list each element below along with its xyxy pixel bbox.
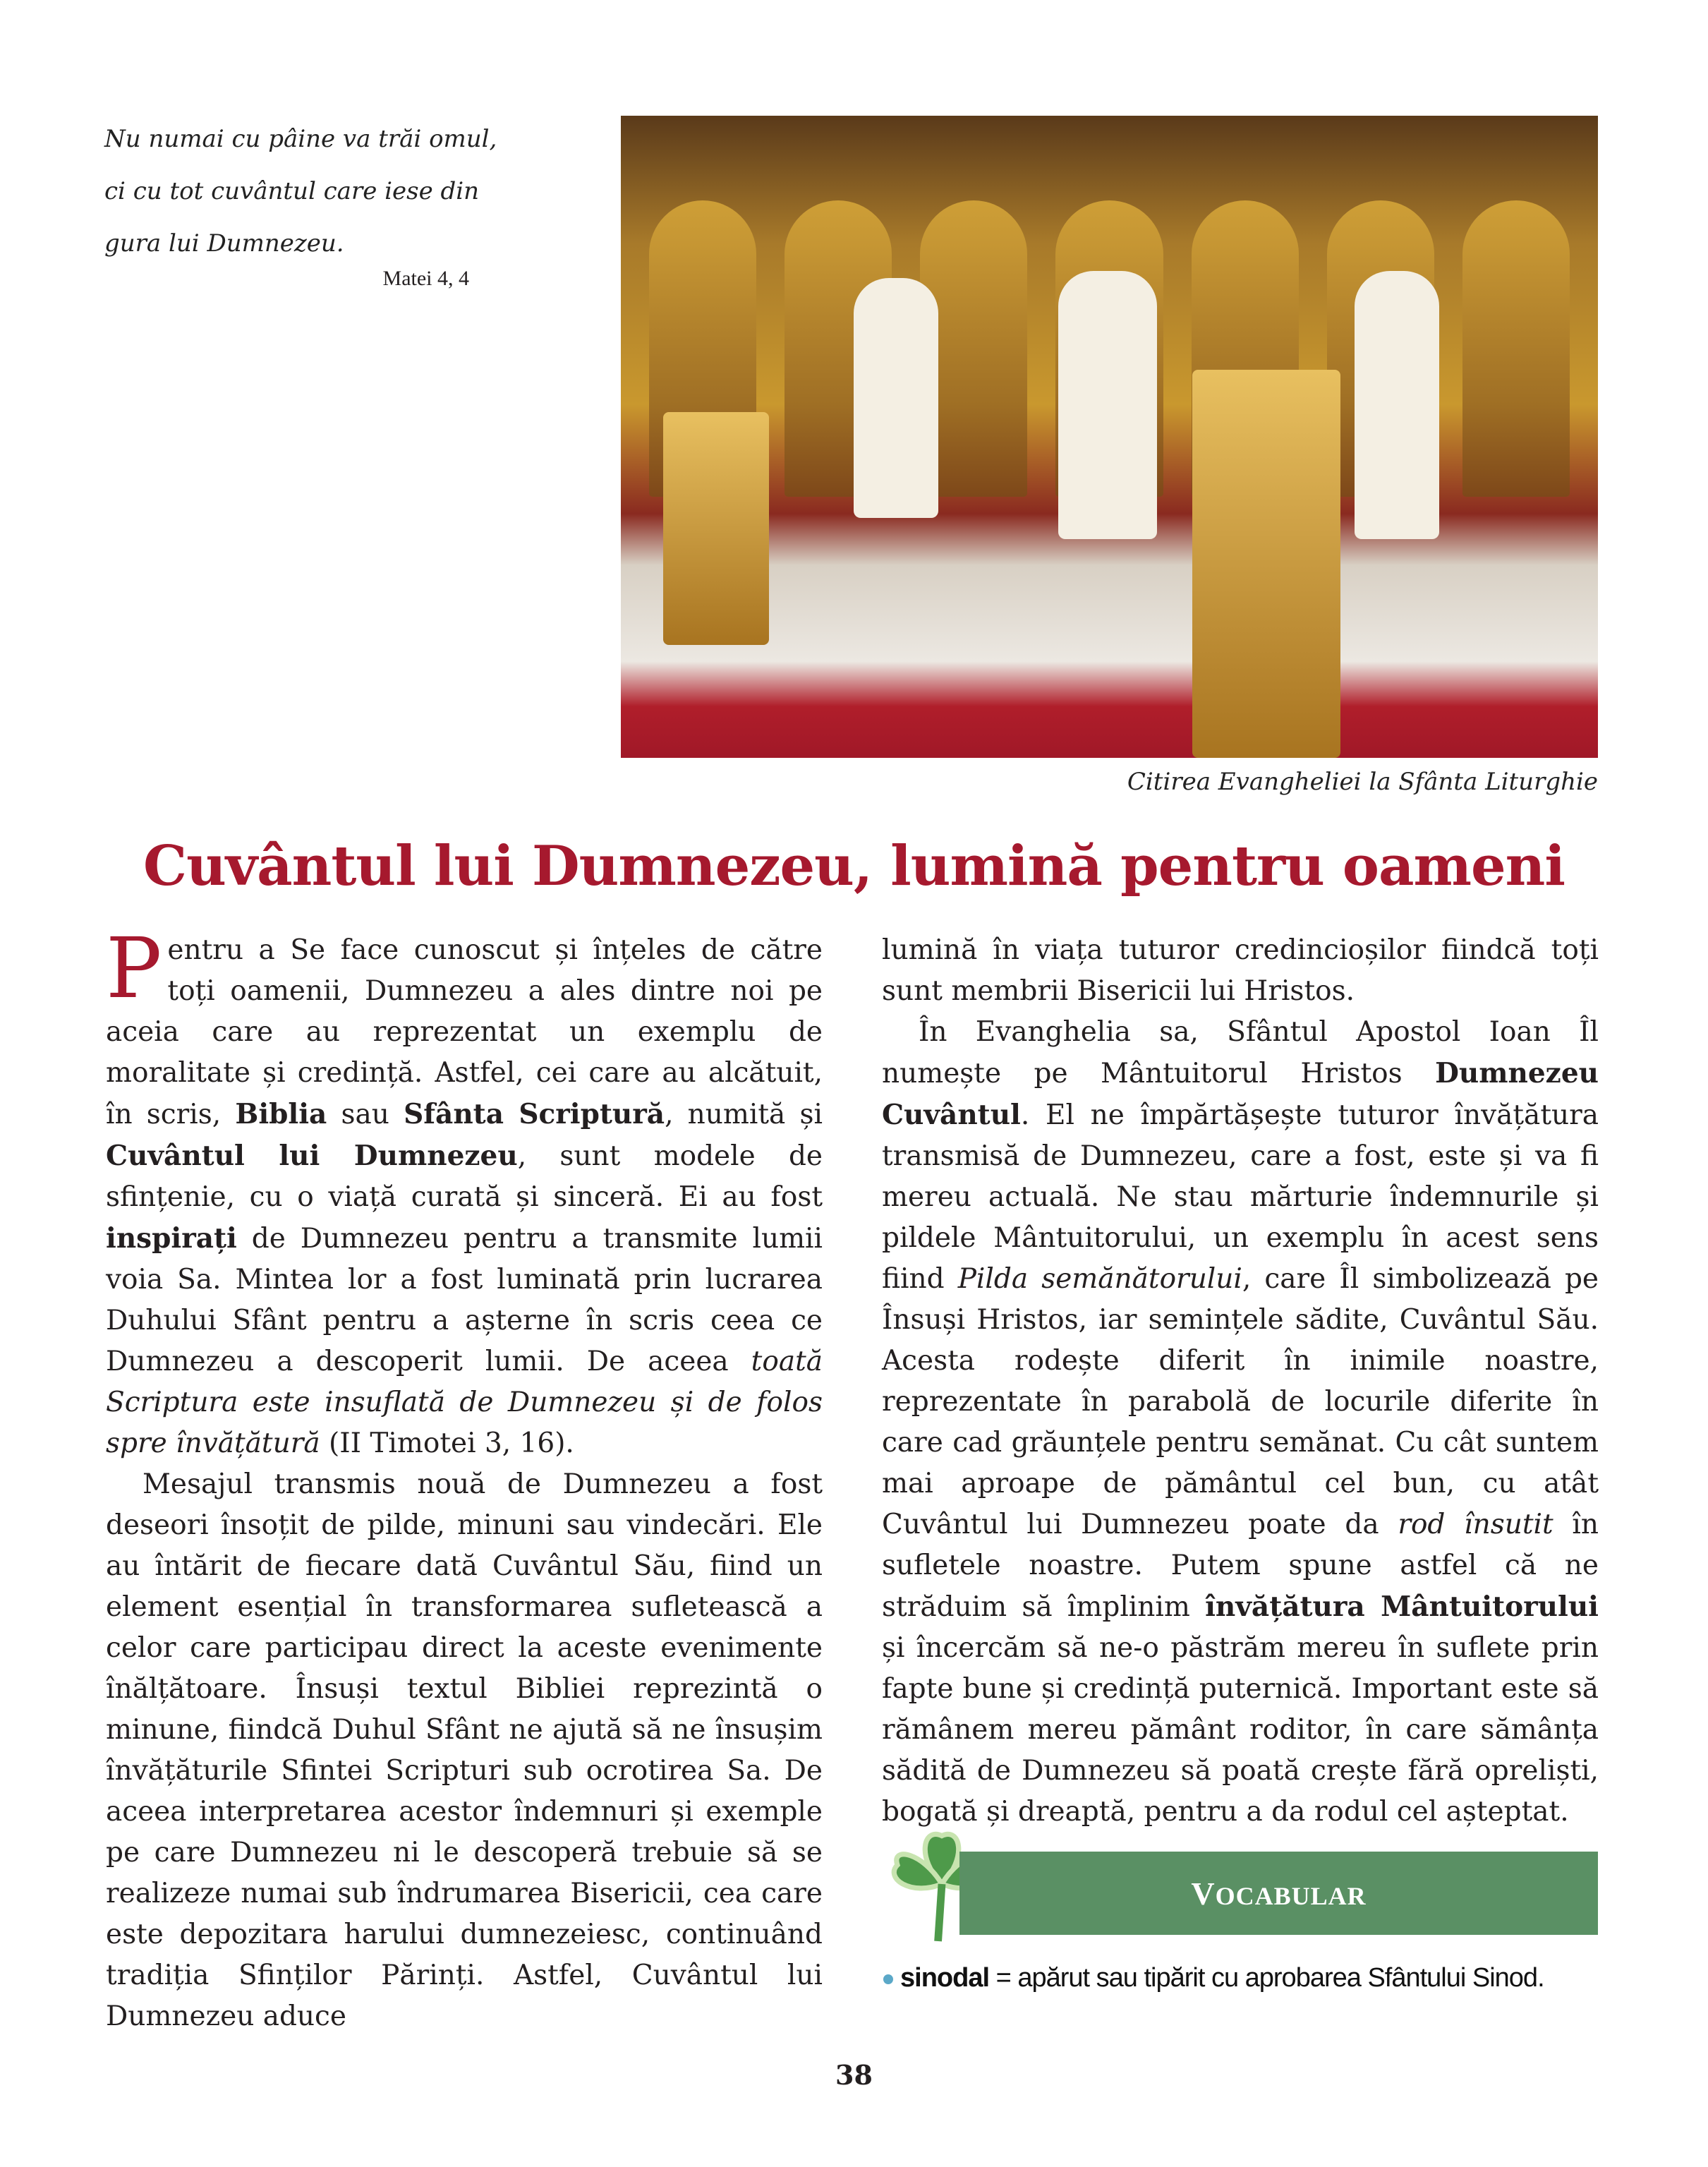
text-run: lumină în viața tuturor credincioșilor fiindcă toți sunt membrii Bisericii lui Hristos. (882, 934, 1599, 1007)
vocabulary-definition: = apărut sau tipărit cu aprobarea Sfântului Sinod. (989, 1963, 1544, 1993)
paragraph (882, 1012, 1599, 1833)
priest-figure (854, 278, 938, 518)
vocabulary-item (883, 1963, 1544, 1993)
left-lectern (663, 412, 769, 645)
vocabulary-title-rest: OCABULAR (1215, 1881, 1367, 1910)
page-title: Cuvântul lui Dumnezeu, lumină pentru oameni (143, 834, 1565, 898)
paragraph (106, 1464, 823, 2037)
liturgy-photo (621, 116, 1598, 758)
bold-term: Cuvântul lui Dumnezeu (106, 1140, 518, 1172)
vocabulary-term: sinodal (900, 1963, 990, 1993)
paragraph (106, 919, 823, 1464)
right-lectern (1192, 370, 1340, 758)
text-run: , care Îl simbolizează pe Însuși Hristos, iar semințele sădite, Cuvântul Său. Acesta rodește diferit în inimile noastre, reprezentate în parabolă de locurile diferite în care cad grăunțele pentru semănat. Cu cât suntem mai aproape de pământul cel bun, cu atât Cuvântul lui Dumnezeu poate da (882, 1263, 1599, 1540)
bold-term: Sfânta Scriptură (404, 1098, 665, 1130)
vocabulary-title (1191, 1875, 1366, 1912)
italic-phrase: rod însutit (1398, 1509, 1553, 1540)
text-run: entru a Se face cunoscut și înțeles de către toți oamenii, Dumnezeu a ales dintre noi pe aceia care au reprezentat un exemplu de moralitate și credință. Astfel, cei care au alcătuit, în scris, (106, 934, 823, 1130)
italic-phrase: toată Scriptura este insuflată de Dumnezeu și de folos spre învățătură (106, 1346, 823, 1459)
text-run: În Evanghelia sa, Sfântul Apostol Ioan Îl numește pe Mântuitorul Hristos (882, 1016, 1599, 1089)
text-run: de Dumnezeu pentru a transmite lumii voia Sa. Mintea lor a fost luminată prin lucrarea Duhului Sfânt pentru a așterne în scris ceea ce Dumnezeu a descoperit lumii. De aceea (106, 1223, 823, 1377)
text-run: în sufletele noastre. Putem spune astfel că ne străduim să împlinim (882, 1509, 1599, 1623)
text-run: sau (327, 1099, 404, 1130)
epigraph-quote (104, 113, 499, 270)
left-column (106, 919, 823, 2037)
right-column (882, 930, 1599, 1833)
paragraph (882, 930, 1599, 1012)
vocabulary-header (959, 1852, 1598, 1935)
text-run: (II Timotei 3, 16). (320, 1427, 574, 1459)
text-run: , sunt modele de sfințenie, cu o viață curată și sinceră. Ei au fost (106, 1140, 823, 1213)
bishop-figure (1058, 271, 1157, 539)
quote-line: Nu numai cu pâine va trăi omul, (104, 125, 497, 153)
bullet-icon (883, 1974, 893, 1984)
drop-cap: P (106, 919, 162, 1017)
text-run: , numită și (665, 1099, 823, 1130)
quote-reference: Matei 4, 4 (382, 267, 469, 290)
deacon-figure (1355, 271, 1439, 539)
bold-term: Dumnezeu Cuvântul (882, 1057, 1599, 1131)
text-run: Mesajul transmis nouă de Dumnezeu a fost deseori însoțit de pilde, minuni sau vindecări. Ele au întărit de fiecare dată Cuvântul Său, fiind un element esențial în transformarea sufletească a celor care participau direct la aceste evenimente înălțătoare. Însuși textul Bibliei reprezintă o minune, fiindcă Duhul Sfânt ne ajută să ne însușim învățăturile Sfintei Scripturi sub ocrotirea Sa. De aceea interpretarea acestor îndemnuri și exemple pe care Dumnezeu ni le descoperă trebuie să se realizeze numai sub îndrumarea Bisericii, cea care este depozitara harului dumnezeiesc, continuând tradiția Sfinților Părinți. Astfel, Cuvântul lui Dumnezeu aduce (106, 1468, 823, 2032)
quote-line: ci cu tot cuvântul care iese din (104, 177, 480, 205)
text-run: . El ne împărtășește tuturor învățătura transmisă de Dumnezeu, care a fost, este și va fi mereu actuală. Ne stau mărturie îndemnurile și pildele Mântuitorului, un exemplu în acest sens fiind (882, 1099, 1599, 1295)
italic-phrase: Pilda semănătorului (957, 1263, 1242, 1295)
bold-term: inspirați (106, 1222, 237, 1255)
photo-caption: Citirea Evangheliei la Sfânta Liturghie (1127, 768, 1598, 796)
bold-term: Biblia (235, 1098, 327, 1130)
vocabulary-title-initial: V (1191, 1875, 1216, 1912)
text-run: și încercăm să ne-o păstrăm mereu în suflete prin fapte bune și credință puternică. Important este să rămânem mereu pământ roditor, în care sămânța sădită de Dumnezeu să poată crește fără opreliști, bogată și dreaptă, pentru a da rodul cel așteptat. (882, 1632, 1599, 1828)
bold-term: învățătura Mântuitorului (1205, 1590, 1599, 1623)
page-number: 38 (835, 2059, 873, 2091)
quote-line: gura lui Dumnezeu. (104, 229, 344, 258)
